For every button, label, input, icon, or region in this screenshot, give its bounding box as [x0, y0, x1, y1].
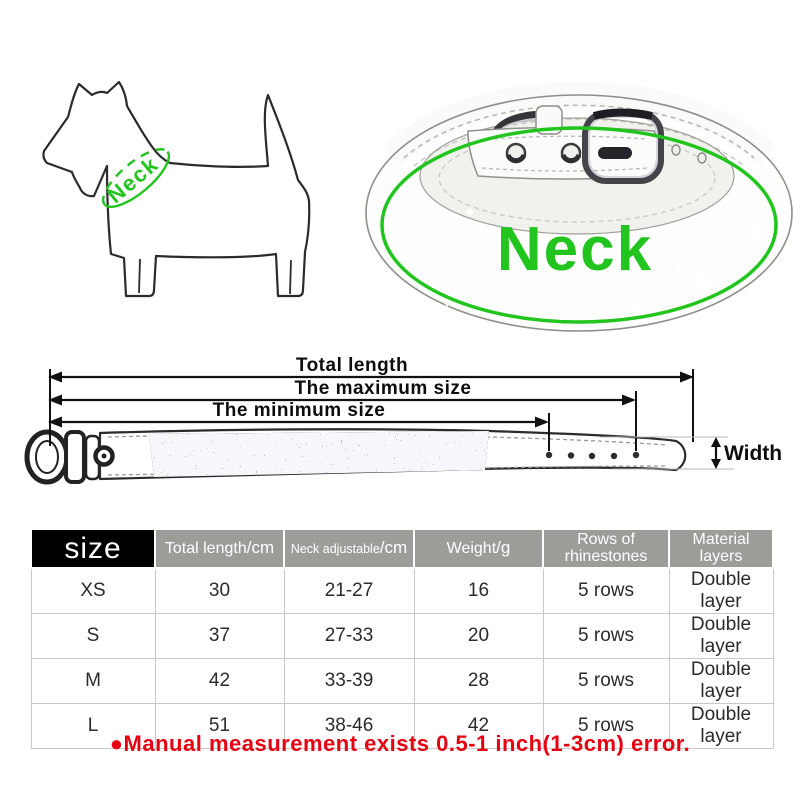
table-cell: XS: [31, 568, 155, 614]
table-cell: 21-27: [284, 568, 414, 614]
dog-leg-divider-front: [139, 259, 140, 293]
header-total-length: [155, 529, 284, 568]
header-label: Rows of rhinestones: [564, 530, 648, 565]
minimum-size-label: The minimum size: [212, 400, 386, 421]
strap-slot: [598, 147, 632, 159]
header-unit: /g: [496, 538, 511, 558]
table-row: [31, 659, 773, 704]
table-cell: 27-33: [284, 614, 414, 659]
sketch-buckle: [27, 432, 67, 482]
table-cell: 5 rows: [543, 659, 669, 704]
table-cell: Double layer: [669, 704, 773, 749]
table-cell: 51: [155, 704, 284, 749]
strap-hole: [698, 153, 706, 163]
sketch-rhinestone-texture: [149, 431, 489, 477]
table-cell: 42: [414, 704, 543, 749]
header-label: Total length: [164, 540, 247, 558]
table-cell: Double layer: [669, 659, 773, 704]
table-cell: 5 rows: [543, 568, 669, 614]
dog-leg-divider-hind: [290, 260, 291, 294]
header-label: Neck adjustable: [290, 542, 380, 557]
dog-outline-figure: [43, 82, 309, 296]
collar-neck-label: Neck: [496, 215, 654, 284]
table-header-row: [31, 529, 773, 568]
sketch-keeper: [66, 432, 84, 482]
collar-sketch: [27, 429, 685, 482]
table-cell: 33-39: [284, 659, 414, 704]
header-label: Weight: [446, 540, 497, 558]
maximum-size-label: The maximum size: [294, 378, 472, 399]
total-length-label: Total length: [295, 355, 409, 376]
table-cell: 30: [155, 568, 284, 614]
header-material-layers: [669, 529, 773, 568]
measurement-diagram: [27, 355, 782, 482]
header-size: size: [31, 529, 155, 568]
header-label: Material layers: [692, 530, 750, 565]
dog-outline: [43, 82, 309, 296]
header-neck-adjustable: [284, 529, 414, 568]
header-rhinestone-rows: [543, 529, 669, 568]
header-unit: /cm: [379, 538, 408, 558]
table-cell: S: [31, 614, 155, 659]
collar-photo: [366, 94, 792, 331]
table-cell: 28: [414, 659, 543, 704]
table-row: [31, 614, 773, 659]
header-unit: /cm: [246, 538, 275, 558]
table-cell: L: [31, 704, 155, 749]
table-cell: 5 rows: [543, 614, 669, 659]
sketch-rivet-pin: [102, 454, 107, 459]
header-weight: [414, 529, 543, 568]
strap-hole: [672, 145, 680, 155]
table-cell: 20: [414, 614, 543, 659]
buckle-frame-top-bar: [594, 113, 652, 117]
table-row: [31, 568, 773, 614]
table-cell: 5 rows: [543, 704, 669, 749]
table-cell: 37: [155, 614, 284, 659]
size-table: [30, 528, 774, 749]
table-cell: 42: [155, 659, 284, 704]
table-cell: 16: [414, 568, 543, 614]
width-label: Width: [724, 442, 783, 465]
table-cell: M: [31, 659, 155, 704]
table-cell: Double layer: [669, 614, 773, 659]
measurement-error-note: ●Manual measurement exists 0.5-1 inch(1-3cm) error.: [109, 731, 691, 756]
table-cell: 38-46: [284, 704, 414, 749]
table-cell: Double layer: [669, 568, 773, 614]
dog-neck-label: Neck: [102, 151, 164, 209]
